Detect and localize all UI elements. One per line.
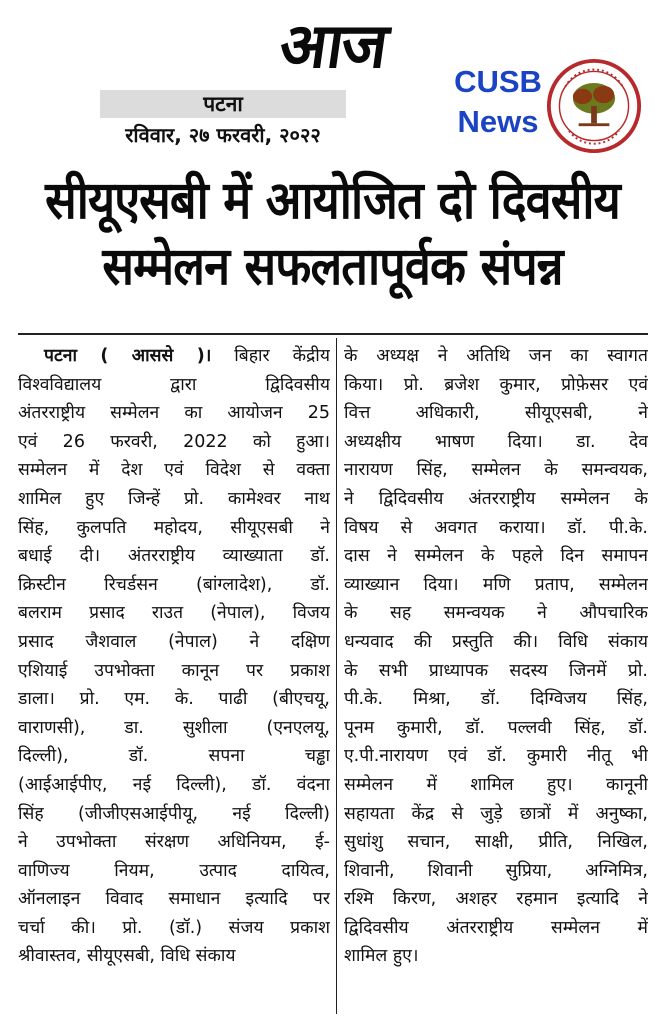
article-line: डाला। प्रो. एम. के. पाढी (बीएचयू, [18, 689, 330, 710]
article-column-left [18, 342, 330, 1022]
article-line: नारायण सिंह, सम्मेलन के समन्वयक, [344, 460, 648, 481]
article-line: बलराम प्रसाद राउत (नेपाल), विजय [18, 603, 330, 624]
article-line: द्विदिवसीय अंतरराष्ट्रीय सम्मेलन में [344, 917, 648, 938]
headline [33, 168, 632, 300]
article-line: सिंह, कुलपति महोदय, सीयूएसबी ने [18, 517, 330, 538]
article-line: रश्मि किरण, अशहर रहमान इत्यादि ने [344, 889, 648, 910]
article-line: ने द्विदिवसीय अंतरराष्ट्रीय सम्मेलन के [344, 488, 648, 509]
article-line: दिल्ली), डॉ. सपना चड्ढा [18, 746, 330, 767]
edition-city: पटना [100, 90, 346, 118]
article-line: व्याख्यान दिया। मणि प्रताप, सम्मेलन [344, 574, 648, 595]
badge-line-news: News [457, 104, 539, 139]
badge-line-cusb: CUSB [454, 64, 542, 99]
article-line: धन्यवाद की प्रस्तुति की। विधि संकाय [344, 631, 648, 652]
article-line: सम्मेलन में देश एवं विदेश से वक्ता [18, 460, 330, 481]
newspaper-masthead: आज [275, 9, 391, 82]
article-line: अध्यक्षीय भाषण दिया। डा. देव [344, 431, 648, 452]
article-line: एशियाई उपभोक्ता कानून पर प्रकाश [18, 660, 330, 681]
university-seal-icon [546, 58, 642, 154]
article-line: दास ने सम्मेलन के पहले दिन समापन [344, 546, 648, 567]
article-line: ए.पी.नारायण एवं डॉ. कुमारी नीतू भी [344, 746, 648, 767]
headline-divider [18, 333, 648, 335]
article-line: शामिल हुए। [344, 946, 419, 967]
article-line: सहायता केंद्र से जुड़े छात्रों में अनुष्का, [344, 803, 648, 824]
article-line: श्रीवास्तव, सीयूएसबी, विधि संकाय [18, 946, 236, 967]
cusb-news-badge [452, 62, 544, 142]
article-line: के सह समन्वयक ने औपचारिक [344, 603, 648, 624]
column-divider [336, 338, 337, 1014]
article-line: एवं 26 फरवरी, 2022 को हुआ। [18, 431, 330, 452]
article-line: सुधांशु सचान, साक्षी, प्रीति, निखिल, [344, 832, 648, 853]
article-line: पी.के. मिश्रा, डॉ. दिग्विजय सिंह, [344, 689, 648, 710]
article-line: बधाई दी। अंतरराष्ट्रीय व्याख्याता डॉ. [18, 546, 330, 567]
article-line: विषय से अवगत कराया। डॉ. पी.के. [344, 517, 648, 538]
edition-info [100, 90, 346, 152]
article-line: के अध्यक्ष ने अतिथि जन का स्वागत [344, 346, 648, 366]
article-line: शिवानी, शिवानी सुप्रिया, अग्निमित्र, [344, 860, 648, 881]
dateline: पटना ( आससे )। [44, 346, 212, 366]
article-line: सम्मेलन में शामिल हुए। कानूनी [344, 774, 648, 795]
headline-line-1: सीयूएसबी में आयोजित दो दिवसीय [45, 171, 620, 231]
article-column-right [344, 342, 648, 1022]
article-line: किया। प्रो. ब्रजेश कुमार, प्रोफ़ेसर एवं [344, 374, 648, 395]
article-line: वाणिज्य नियम, उत्पाद दायित्व, [18, 860, 330, 881]
article-line: अंतरराष्ट्रीय सम्मेलन का आयोजन 25 [18, 403, 330, 424]
headline-line-2: सम्मेलन सफलतापूर्वक संपन्न [102, 237, 563, 297]
article-line: प्रसाद जैशवाल (नेपाल) ने दक्षिण [18, 631, 330, 652]
article-line: सिंह (जीजीएसआईपीयू, नई दिल्ली) [18, 803, 330, 824]
article-line: शामिल हुए जिन्हें प्रो. कामेश्वर नाथ [18, 488, 330, 509]
article-line: विश्वविद्यालय द्वारा द्विदिवसीय [18, 374, 330, 395]
article-line: के सभी प्राध्यापक सदस्य जिनमें प्रो. [344, 660, 648, 681]
article-first-line [18, 342, 330, 371]
article-line: क्रिस्टीन रिचर्डसन (बांग्लादेश), डॉ. [18, 574, 330, 595]
article-line: वित्त अधिकारी, सीयूएसबी, ने [344, 403, 648, 424]
article-line: (आईआईपीए, नई दिल्ली), डॉ. वंदना [18, 774, 330, 795]
article-line: वाराणसी), डा. सुशीला (एनएलयू, [18, 717, 330, 738]
article-line: ऑनलाइन विवाद समाधान इत्यादि पर [18, 889, 330, 910]
edition-date: रविवार, २७ फरवरी, २०२२ [125, 123, 321, 147]
article-first-line-text: बिहार केंद्रीय [211, 346, 330, 366]
article-line: चर्चा की। प्रो. (डॉ.) संजय प्रकाश [18, 917, 330, 938]
article-line: ने उपभोक्ता संरक्षण अधिनियम, ई- [18, 832, 330, 853]
article-line: पूनम कुमारी, डॉ. पल्लवी सिंह, डॉ. [344, 717, 648, 738]
